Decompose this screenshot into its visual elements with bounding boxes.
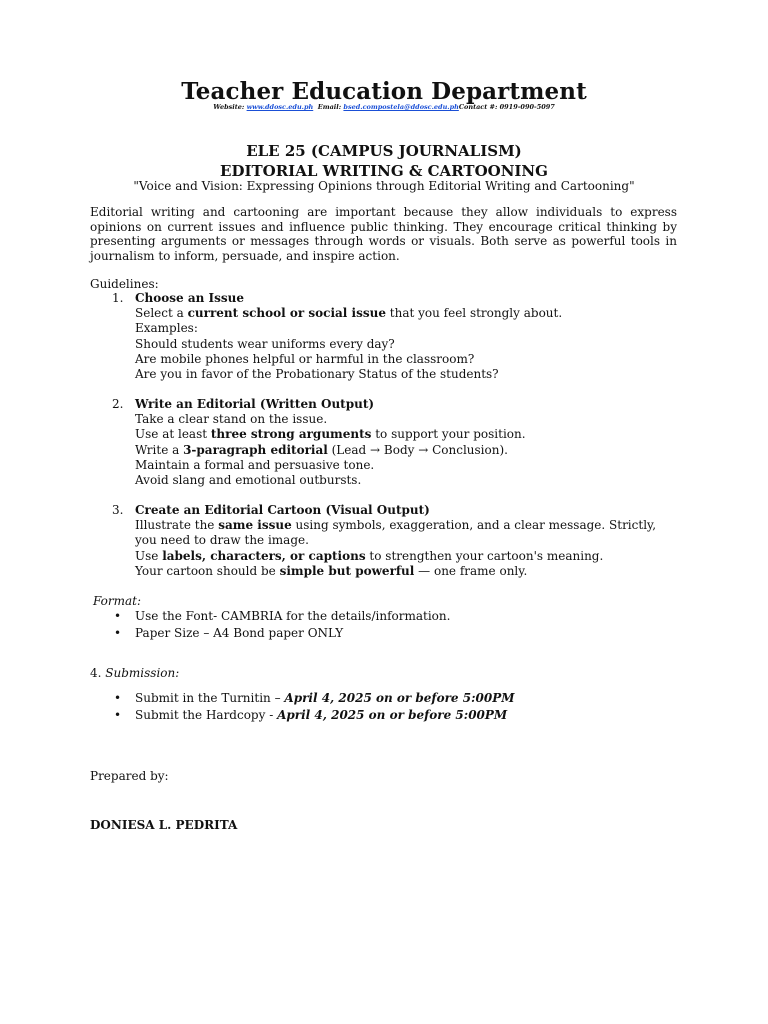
guideline-item-1 xyxy=(90,291,690,386)
item-line: Use labels, characters, or captions to strengthen your cartoon's meaning. xyxy=(135,548,604,563)
course-code: ELE 25 (CAMPUS JOURNALISM) xyxy=(246,142,522,160)
intro-paragraph: Editorial writing and cartooning are important because they allow individuals to express opinions on current issues and influence public thinking. They encourage critical thinking by presenting arguments or messages through words or visuals. Both serve as powerful tools in journalism to inform, persuade, and inspire action. xyxy=(90,205,677,263)
submission-label: 4. Submission: xyxy=(90,666,180,680)
item-number: 2. xyxy=(112,397,124,411)
course-topic: EDITORIAL WRITING & CARTOONING xyxy=(220,162,548,180)
list-item: • Submit the Hardcopy - April 4, 2025 on or before 5:00PM xyxy=(114,708,508,722)
item-line: Take a clear stand on the issue. xyxy=(135,412,328,427)
item-line: Your cartoon should be simple but powerful — one frame only. xyxy=(135,563,528,578)
prepared-by-label: Prepared by: xyxy=(90,769,169,783)
format-label: Format: xyxy=(93,594,142,608)
department-title: Teacher Education Department xyxy=(181,78,587,105)
guideline-item-2 xyxy=(90,397,690,492)
list-item: • Use the Font- CAMBRIA for the details/information. xyxy=(114,609,451,623)
item-number: 1. xyxy=(112,291,124,305)
preparer-name: DONIESA L. PEDRITA xyxy=(90,818,238,832)
contact-number: Contact #: 0919-090-5097 xyxy=(458,103,555,111)
course-heading xyxy=(0,141,768,181)
example-line: Should students wear uniforms every day? xyxy=(135,336,395,351)
item-title: Choose an Issue xyxy=(135,291,245,305)
list-item: • Submit in the Turnitin – April 4, 2025 on or before 5:00PM xyxy=(114,691,515,705)
format-list xyxy=(90,609,690,643)
example-line: Are mobile phones helpful or harmful in the classroom? xyxy=(135,351,475,366)
item-line: Maintain a formal and persuasive tone. xyxy=(135,457,375,472)
example-line: Are you in favor of the Probationary Status of the students? xyxy=(135,367,499,382)
guidelines-label: Guidelines: xyxy=(90,277,159,291)
item-line: Illustrate the same issue using symbols, exaggeration, and a clear message. Strictly, you need to draw the image. xyxy=(135,518,657,548)
item-line: Avoid slang and emotional outbursts. xyxy=(135,473,362,488)
guideline-item-3 xyxy=(90,503,690,583)
course-theme: "Voice and Vision: Expressing Opinions through Editorial Writing and Cartooning" xyxy=(133,179,635,193)
item-title: Write an Editorial (Written Output) xyxy=(135,397,375,411)
item-line: Select a current school or social issue that you feel strongly about. xyxy=(135,306,563,321)
submission-list xyxy=(90,691,690,725)
contact-line xyxy=(0,103,768,111)
website-label: Website: xyxy=(213,103,245,111)
item-line: Use at least three strong arguments to support your position. xyxy=(135,427,526,442)
item-number: 3. xyxy=(112,503,124,517)
item-title: Create an Editorial Cartoon (Visual Output) xyxy=(135,503,430,517)
examples-label: Examples: xyxy=(135,321,198,336)
item-line: Write a 3-paragraph editorial (Lead → Body → Conclusion). xyxy=(135,442,508,457)
email-label: Email: xyxy=(317,103,342,111)
email-link[interactable]: bsed.compostela@ddosc.edu.ph xyxy=(343,103,459,111)
website-link[interactable]: www.ddosc.edu.ph xyxy=(246,103,314,111)
list-item: • Paper Size – A4 Bond paper ONLY xyxy=(114,626,344,640)
